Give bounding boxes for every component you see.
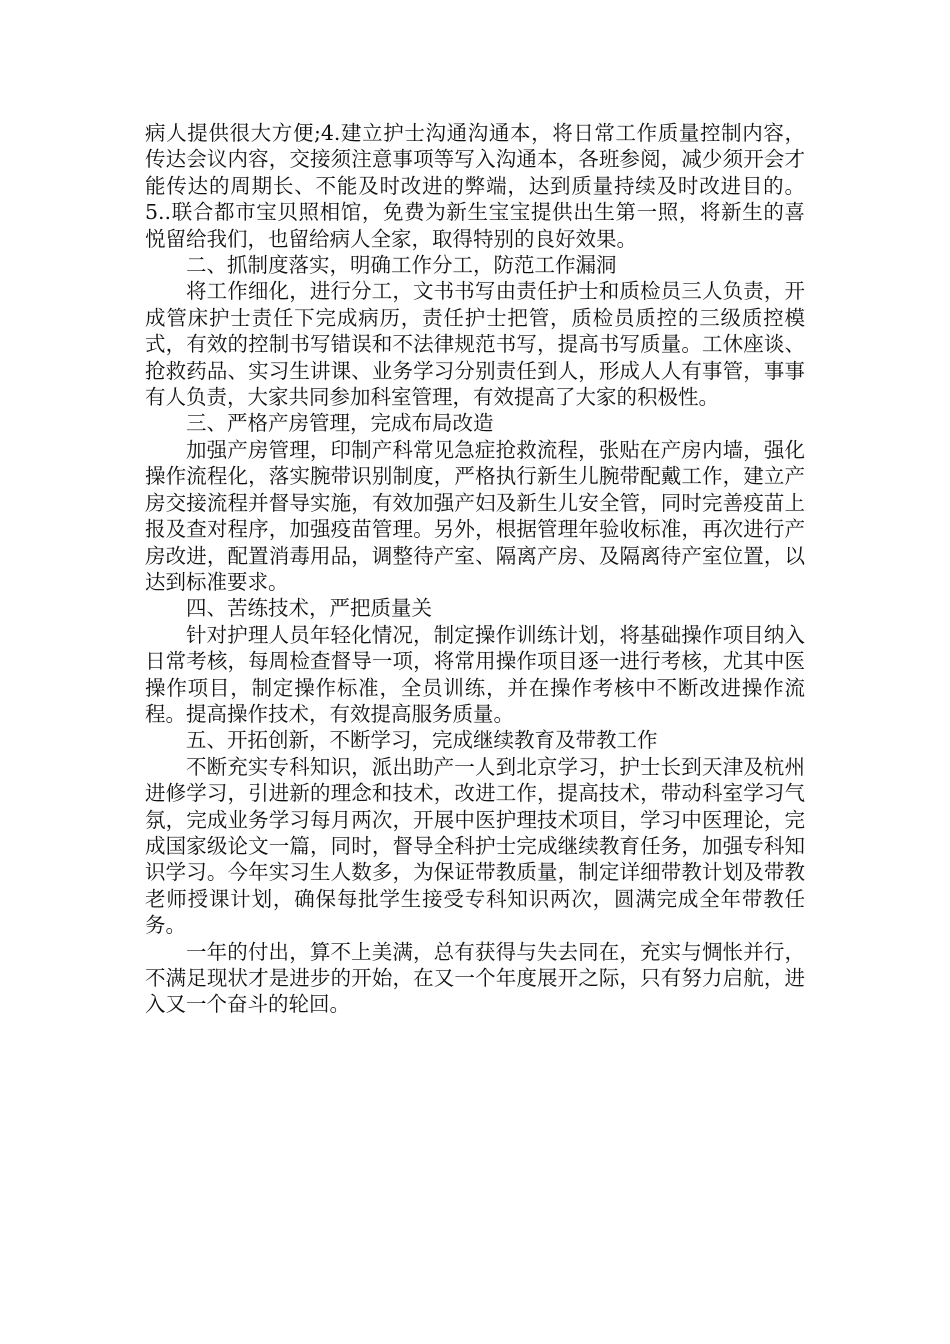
- section-heading-5: 五、开拓创新，不断学习，完成继续教育及带教工作: [186, 728, 658, 753]
- section-body-4: 针对护理人员年轻化情况，制定操作训练计划，将基础操作项目纳入日常考核，每周检查督导一项，将常用操作项目逐一进行考核，尤其中医操作项目，制定操作标准，全员训练，并在操作考核中不断改进操作流程。提高操作技术，有效提高服务质量。: [145, 622, 805, 726]
- section-body-5: 不断充实专科知识，派出助产一人到北京学习，护士长到天津及杭州进修学习，引进新的理念和技术，改进工作，提高技术，带动科室学习气氛，完成业务学习每月两次，开展中医护理技术项目，学习中医理论，完成国家级论文一篇，同时，督导全科护士完成继续教育任务，加强专科知识学习。今年实习生人数多，为保证带教质量，制定详细带教计划及带教老师授课计划，确保每批学生接受专科知识两次，圆满完成全年带教任务。: [145, 754, 805, 938]
- section-body-2: 将工作细化，进行分工，文书书写由责任护士和质检员三人负责，开成管床护士责任下完成病历，责任护士把管，质检员质控的三级质控模式，有效的控制书写错误和不法律规范书写，提高书写质量。工休座谈、抢救药品、实习生讲课、业务学习分别责任到人，形成人人有事管，事事有人负责，大家共同参加科室管理，有效提高了大家的积极性。: [145, 279, 805, 410]
- section-heading-2: 二、抓制度落实，明确工作分工，防范工作漏洞: [186, 253, 617, 278]
- section-heading-3: 三、严格产房管理，完成布局改造: [186, 411, 494, 436]
- section-body-3: 加强产房管理，印制产科常见急症抢救流程，张贴在产房内墙，强化操作流程化，落实腕带识别制度，严格执行新生儿腕带配戴工作，建立产房交接流程并督导实施，有效加强产妇及新生儿安全管，同时完善疫苗上报及查对程序，加强疫苗管理。另外，根据管理年验收标准，再次进行产房改进，配置消毒用品，调整待产室、隔离产房、及隔离待产室位置，以达到标准要求。: [145, 437, 805, 594]
- section-heading-4: 四、苦练技术，严把质量关: [186, 596, 432, 621]
- paragraph-continuation: 病人提供很大方便;4.建立护士沟通沟通本，将日常工作质量控制内容，传达会议内容，交接须注意事项等写入沟通本，各班参阅，减少须开会才能传达的周期长、不能及时改进的弊端，达到质量持续及时改进目的。5..联合都市宝贝照相馆，免费为新生宝宝提供出生第一照，将新生的喜悦留给我们，也留给病人全家，取得特别的良好效果。: [145, 121, 805, 251]
- closing-paragraph: 一年的付出，算不上美满，总有获得与失去同在，充实与惆怅并行，不满足现状才是进步的开始，在又一个年度展开之际，只有努力启航，进入又一个奋斗的轮回。: [145, 939, 805, 1017]
- document-body: [145, 120, 805, 1018]
